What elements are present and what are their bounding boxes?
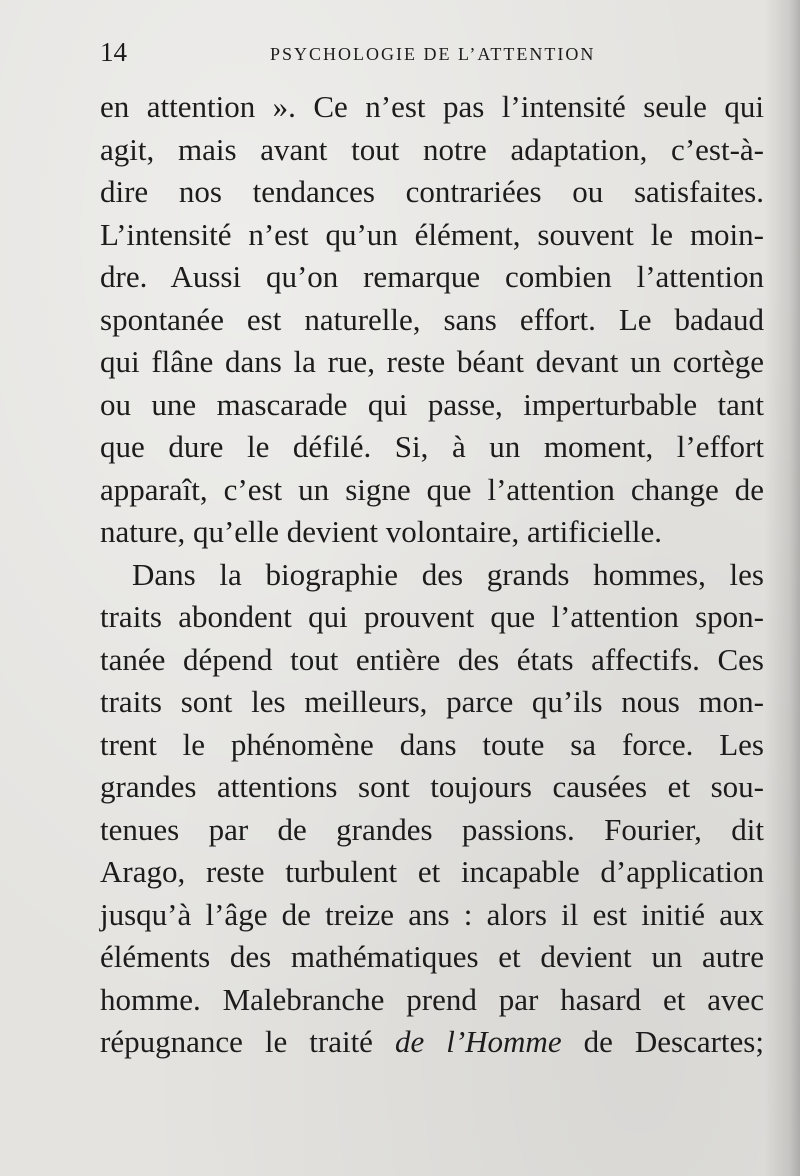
text-line: spontanée est naturelle, sans effort. Le badaud xyxy=(100,301,764,337)
text-line: jusqu’à l’âge de treize ans : alors il est initié aux xyxy=(100,896,764,932)
text-line: homme. Malebranche prend par hasard et avec xyxy=(100,981,764,1017)
text-line: que dure le défilé. Si, à un moment, l’effort xyxy=(100,429,764,464)
page-number: 14 xyxy=(100,37,127,67)
page-header xyxy=(100,36,760,68)
text-line: en attention ». Ce n’est pas l’intensité seule qui xyxy=(100,89,764,124)
text-span: de Descartes; xyxy=(561,1024,764,1059)
text-line: éléments des mathématiques et devient un autre xyxy=(100,939,764,974)
page-edge-shadow xyxy=(764,0,800,1176)
text-span: répugnance le traité xyxy=(100,1024,395,1059)
text-line: Arago, reste turbulent et incapable d’application xyxy=(100,854,764,889)
text-line: nature, qu’elle devient volontaire, artificielle. xyxy=(100,514,663,549)
text-line: apparaît, c’est un signe que l’attention change de xyxy=(100,471,764,507)
text-line: qui flâne dans la rue, reste béant devant un cortège xyxy=(100,344,764,379)
text-line: traits abondent qui prouvent que l’attention spon- xyxy=(100,599,764,634)
text-line: tenues par de grandes passions. Fourier, dit xyxy=(100,811,764,847)
text-line: agit, mais avant tout notre adaptation, c’est-à- xyxy=(100,131,764,167)
running-head: PSYCHOLOGIE DE L’ATTENTION xyxy=(270,44,596,64)
body-text xyxy=(100,86,764,1064)
text-line: tanée dépend tout entière des états affectifs. Ces xyxy=(100,641,764,677)
text-line: Dans la biographie des grands hommes, les xyxy=(132,556,764,592)
text-line: dire nos tendances contrariées ou satisfaites. xyxy=(100,174,764,209)
text-line: L’intensité n’est qu’un élément, souvent le moin- xyxy=(100,216,764,252)
text-line: traits sont les meilleurs, parce qu’ils nous mon- xyxy=(100,684,764,719)
italic-title: de l’Homme xyxy=(394,1024,562,1059)
text-line: dre. Aussi qu’on remarque combien l’attention xyxy=(100,259,764,294)
text-line: grandes attentions sont toujours causées et sou- xyxy=(100,769,764,804)
text-line: ou une mascarade qui passe, imperturbable tant xyxy=(100,386,764,422)
text-line-with-italic xyxy=(100,1021,764,1064)
text-line: trent le phénomène dans toute sa force. Les xyxy=(100,726,764,762)
